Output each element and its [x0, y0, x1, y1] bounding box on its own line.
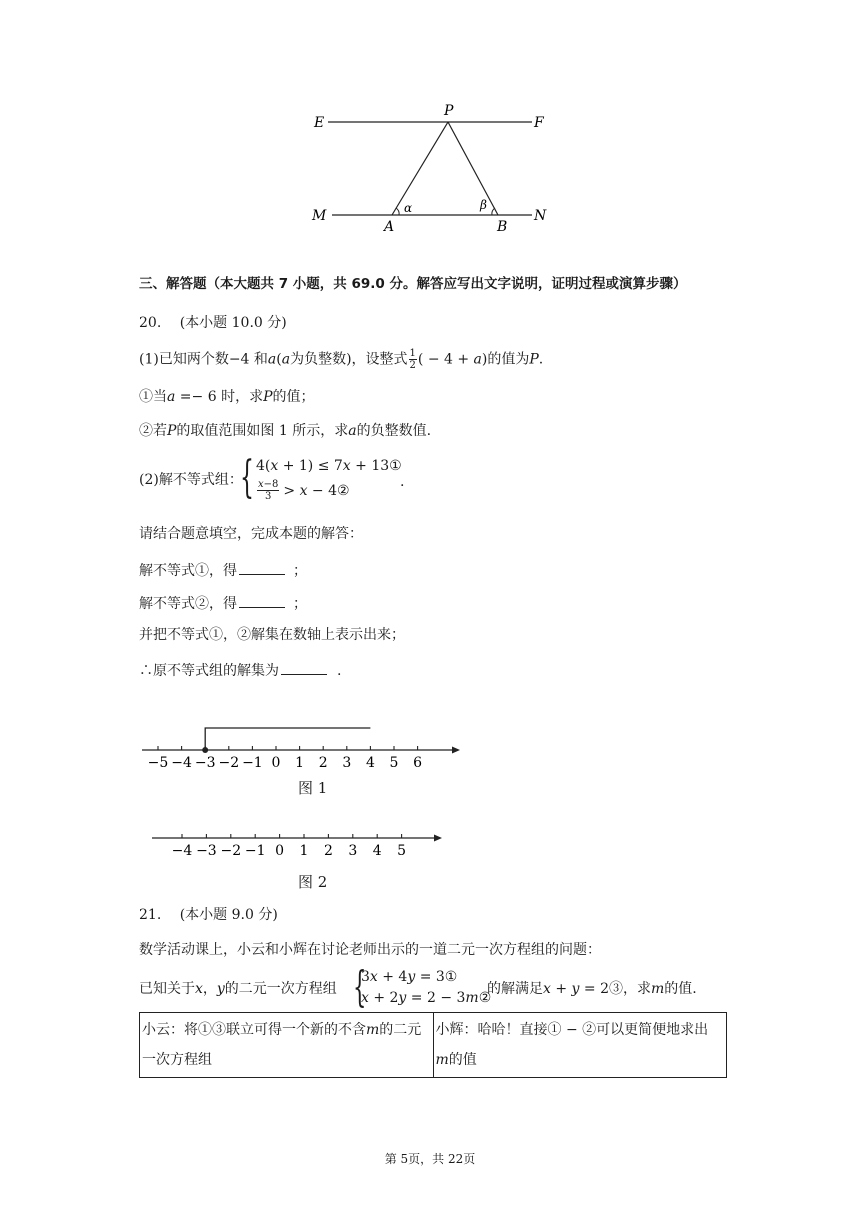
brace-symbol: {	[240, 452, 254, 503]
inequality-system	[240, 452, 420, 512]
q20-step2: 解不等式②，得 ；	[139, 593, 307, 614]
axis-arrow	[434, 835, 442, 842]
inequality-2: $\frac{\text{𝑥−8}}{3}$ > 𝑥 − 4②	[258, 479, 350, 502]
q20-step4: ∴原不等式组的解集为 .	[139, 660, 341, 681]
q20-step3: 并把不等式①，②解集在数轴上表示出来；	[139, 627, 405, 643]
q20-score: (本小题 10.0 分)	[179, 315, 287, 331]
inequality-period: .	[400, 474, 405, 490]
tick-label: −3	[194, 755, 216, 771]
tick-label: 3	[342, 755, 352, 771]
inequality-1: 4(𝑥 + 1) ≤ 7𝑥 + 13①	[256, 458, 402, 474]
tick-label: −2	[220, 843, 242, 859]
q20-number: 20.	[139, 315, 162, 331]
tick-label: −4	[171, 755, 192, 771]
parallel-lines-figure	[300, 95, 560, 240]
label-A: A	[384, 219, 395, 235]
q20-fraction: $\frac{1}{2}$	[409, 348, 416, 371]
tick-label: 4	[372, 843, 382, 859]
q20-part1-text-b: ( − 4 + 𝑎)的值为𝑃.	[417, 351, 544, 368]
tick-label: −3	[196, 843, 217, 859]
figure-1-caption: 图 1	[298, 779, 328, 797]
q21-header	[139, 905, 278, 925]
equation-1: 3𝑥 + 4𝑦 = 3①	[361, 969, 458, 985]
solid-endpoint	[202, 747, 208, 753]
cell-xiaohui: 小辉：哈哈！直接① − ②可以更简便地求出 𝑚的值	[433, 1013, 727, 1078]
tick-label: 3	[348, 843, 358, 859]
tick-label: −4	[171, 843, 193, 859]
tick-label: 1	[299, 843, 309, 859]
label-B: B	[497, 219, 508, 235]
q20-header	[139, 313, 287, 333]
tick-label: 2	[318, 755, 328, 771]
q20-sub2: ②若𝑃的取值范围如图 1 所示，求𝑎的负整数值.	[139, 423, 432, 439]
tick-label: 0	[275, 843, 285, 859]
tick-label: 5	[397, 843, 407, 859]
q20-part1	[139, 348, 543, 371]
q21-known	[139, 962, 739, 1011]
table-row	[140, 1013, 727, 1078]
tick-label: −1	[242, 755, 263, 771]
equation-2: 𝑥 + 2𝑦 = 2 − 3𝑚②	[361, 990, 492, 1006]
number-line-figure-2	[150, 826, 450, 866]
label-F: F	[534, 115, 544, 131]
label-E: E	[314, 115, 325, 131]
tick-label: −2	[218, 755, 240, 771]
answer-blank-1[interactable]	[239, 560, 285, 575]
axis-arrow	[452, 747, 460, 754]
q21-score: (本小题 9.0 分)	[179, 907, 278, 923]
answer-blank-2[interactable]	[239, 593, 285, 608]
brace-symbol-2: {	[353, 962, 367, 1011]
label-M: M	[312, 208, 327, 224]
cell-xiaoyun: 小云：将①③联立可得一个新的不含𝑚的二元 一次方程组	[140, 1013, 434, 1078]
section-heading: 三、解答题（本大题共 7 小题，共 69.0 分。解答应写出文字说明，证明过程或演算步骤）	[139, 276, 687, 292]
q21-number: 21.	[139, 907, 162, 923]
label-alpha: α	[404, 201, 413, 215]
label-P: P	[444, 103, 454, 119]
q21-known-text-b: 的解满足𝑥 + 𝑦 = 2③，求𝑚的值.	[487, 981, 697, 997]
label-N: N	[534, 208, 547, 224]
answer-blank-3[interactable]	[281, 660, 327, 675]
tick-label: 0	[271, 755, 281, 771]
page-footer: 第 5页，共 22页	[384, 1152, 476, 1166]
tick-label: 2	[323, 843, 333, 859]
label-beta: β	[480, 198, 487, 212]
q21-known-text-a: 已知关于𝑥，𝑦的二元一次方程组	[139, 981, 337, 997]
q20-step1: 解不等式①，得 ；	[139, 560, 307, 581]
tick-label: −1	[244, 843, 266, 859]
range-bracket	[205, 728, 370, 750]
q20-instruction: 请结合题意填空，完成本题的解答：	[139, 526, 363, 542]
q20-sub1: ①当𝑎 =− 6 时，求𝑃的值；	[139, 389, 315, 405]
figure-2-caption: 图 2	[298, 873, 328, 891]
tick-label: 4	[365, 755, 375, 771]
q21-intro: 数学活动课上，小云和小辉在讨论老师出示的一道二元一次方程组的问题：	[139, 942, 601, 958]
tick-label: 1	[295, 755, 305, 771]
q20-part2-label: (2)解不等式组：	[139, 472, 243, 488]
tick-label: −5	[147, 755, 169, 771]
tick-label: 5	[389, 755, 399, 771]
discussion-table	[139, 1012, 727, 1078]
q20-part1-text-a: (1)已知两个数−4 和𝑎(𝑎为负整数)，设整式	[139, 351, 408, 368]
tick-label: 6	[413, 755, 423, 771]
